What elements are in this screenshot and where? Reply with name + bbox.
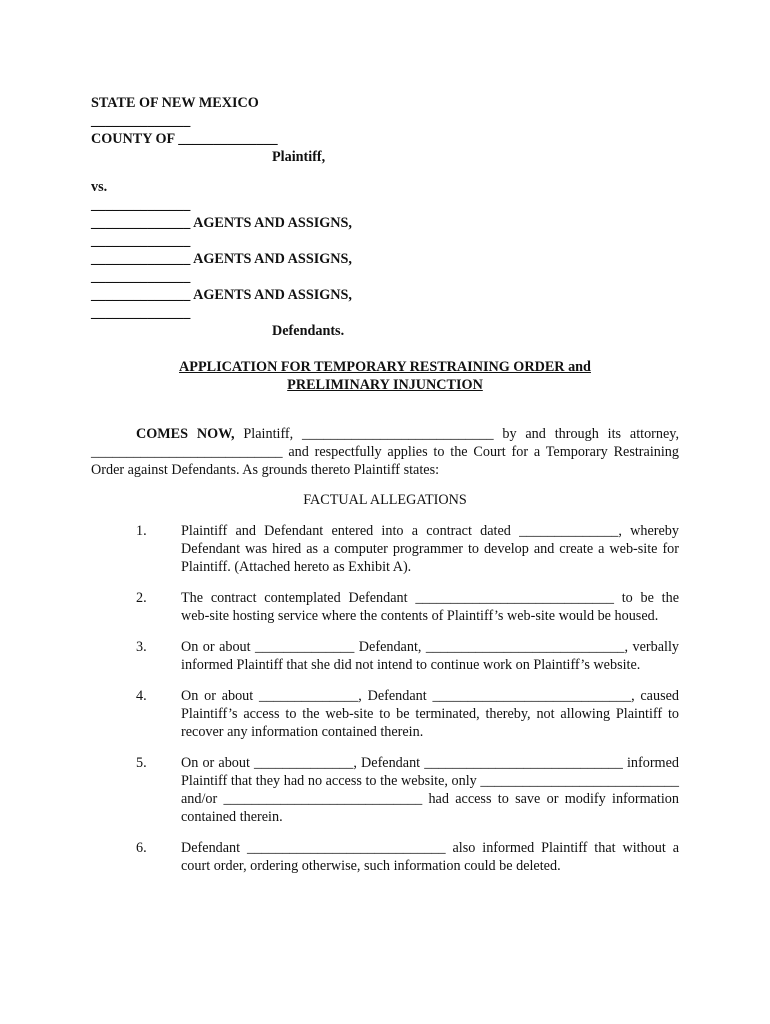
item-text: On or about ______________, Defendant ____________________________, caused Plaintiff’s access to the web-site to be terminated, thereby, not allowing Plaintiff to recover any information contained therein. xyxy=(181,688,679,740)
defendant-line xyxy=(91,250,691,268)
versus-label: vs. xyxy=(91,179,108,195)
blank-line: ______________ xyxy=(91,113,191,129)
defendant-suffix: AGENTS AND ASSIGNS, xyxy=(190,215,352,231)
list-item xyxy=(91,754,679,826)
section-heading: FACTUAL ALLEGATIONS xyxy=(303,492,467,508)
defendants-label: Defendants. xyxy=(272,323,345,339)
item-number: 3. xyxy=(136,639,147,655)
item-number: 2. xyxy=(136,590,147,606)
title-line-1: APPLICATION FOR TEMPORARY RESTRAINING ORDER and xyxy=(179,359,591,375)
list-item xyxy=(91,839,679,875)
blank-line: ______________ xyxy=(91,197,191,213)
list-item xyxy=(91,687,679,741)
blank-line: ______________ xyxy=(91,233,191,249)
list-item xyxy=(91,589,679,625)
case-caption xyxy=(91,94,691,340)
defendant-blank: ______________ xyxy=(91,287,191,303)
item-number: 5. xyxy=(136,755,147,771)
defendant-blank: ______________ xyxy=(91,215,191,231)
allegations-list xyxy=(91,522,679,888)
item-text: The contract contemplated Defendant ____________________________ to be the web-site hosting service where the contents of Plaintiff’s web-site would be housed. xyxy=(181,590,679,624)
item-number: 4. xyxy=(136,688,147,704)
list-item xyxy=(91,522,679,576)
item-text: On or about ______________ Defendant, ____________________________, verbally informed Plaintiff that she did not intend to continue work on Plaintiff’s website. xyxy=(181,639,679,673)
item-text: Defendant ____________________________ also informed Plaintiff that without a court order, ordering otherwise, such information could be deleted. xyxy=(181,840,679,874)
defendant-line xyxy=(91,214,691,232)
defendant-blank: ______________ xyxy=(91,251,191,267)
title-line-2: PRELIMINARY INJUNCTION xyxy=(287,377,483,393)
intro-paragraph xyxy=(91,425,679,479)
blank-line: ______________ xyxy=(91,269,191,285)
intro-body: Plaintiff, ___________________________ by and through its attorney, ___________________________ and respectfully applies to the Court for a Temporary Restraining Order against Defendants. As grounds thereto Plaintiff states: xyxy=(91,426,680,478)
item-number: 1. xyxy=(136,523,147,539)
state-name: STATE OF NEW MEXICO xyxy=(91,95,259,111)
intro-lead: COMES NOW, xyxy=(136,426,235,442)
item-number: 6. xyxy=(136,840,147,856)
list-item xyxy=(91,638,679,674)
item-text: Plaintiff and Defendant entered into a contract dated ______________, whereby Defendant was hired as a computer programmer to develop and create a web-site for Plaintiff. (Attached hereto as Exhibit A). xyxy=(181,523,679,575)
defendant-suffix: AGENTS AND ASSIGNS, xyxy=(190,251,352,267)
document-title xyxy=(91,358,679,394)
blank-line: ______________ xyxy=(91,305,191,321)
defendant-line xyxy=(91,286,691,304)
county-line: COUNTY OF ______________ xyxy=(91,131,278,147)
item-text: On or about ______________, Defendant ____________________________ informed Plaintiff that they had no access to the website, only ____________________________ and/or ____________________________ had access to save or modify information contained therein. xyxy=(181,755,679,825)
defendant-suffix: AGENTS AND ASSIGNS, xyxy=(190,287,352,303)
plaintiff-label: Plaintiff, xyxy=(272,149,326,165)
